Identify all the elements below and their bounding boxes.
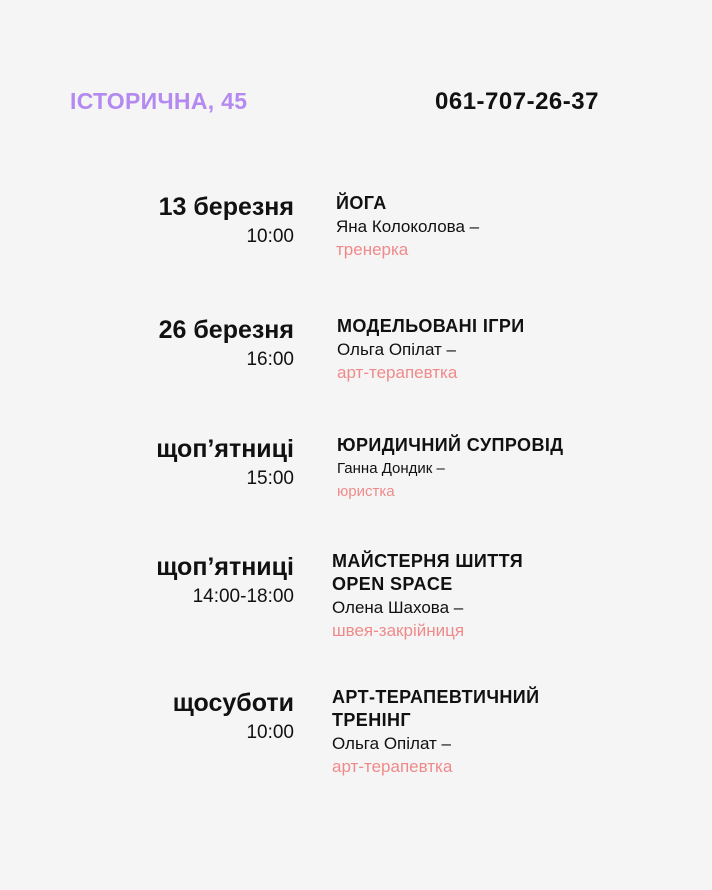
event-role: юристка [337,483,395,500]
event-person: Ольга Опілат – [332,734,451,753]
event-title: ЙОГА [336,193,387,213]
event-details [332,686,539,778]
event-title-line2: OPEN SPACE [332,574,453,594]
event-role: тренерка [336,240,409,259]
event-time: 10:00 [246,722,294,743]
event-role: арт-терапевтка [337,363,458,382]
event-date: 26 березня [158,316,294,344]
event-time: 14:00-18:00 [192,586,294,607]
event-role: швея-закрійниця [332,621,465,640]
event-date: 13 березня [158,193,294,221]
event-person: Ганна Дондик – [337,460,445,477]
event-date: щоп’ятниці [156,435,294,463]
event-title: МОДЕЛЬОВАНІ ІГРИ [337,316,525,336]
event-details [332,550,523,642]
event-title-line2: ТРЕНІНГ [332,710,412,730]
event-when [156,552,294,610]
event-time: 15:00 [246,468,294,489]
event-when [159,192,294,250]
event-when [159,315,294,373]
event-details [337,434,563,503]
event-person: Ольга Опілат – [337,340,456,359]
event-title: ЮРИДИЧНИЙ СУПРОВІД [337,435,564,455]
event-title-line1: АРТ-ТЕРАПЕВТИЧНИЙ [332,687,540,707]
event-details [337,315,525,384]
event-time: 10:00 [246,226,294,247]
event-date: щосуботи [172,689,294,717]
phone-number: 061-707-26-37 [435,88,599,115]
event-when [173,688,294,746]
event-title-line1: МАЙСТЕРНЯ ШИТТЯ [332,551,524,571]
address-heading: ІСТОРИЧНА, 45 [70,88,248,114]
event-person: Яна Колоколова – [336,217,480,236]
event-role: арт-терапевтка [332,757,453,776]
event-when [156,434,294,492]
event-details [336,192,479,261]
event-date: щоп’ятниці [156,553,294,581]
event-person: Олена Шахова – [332,598,464,617]
event-time: 16:00 [246,349,294,370]
